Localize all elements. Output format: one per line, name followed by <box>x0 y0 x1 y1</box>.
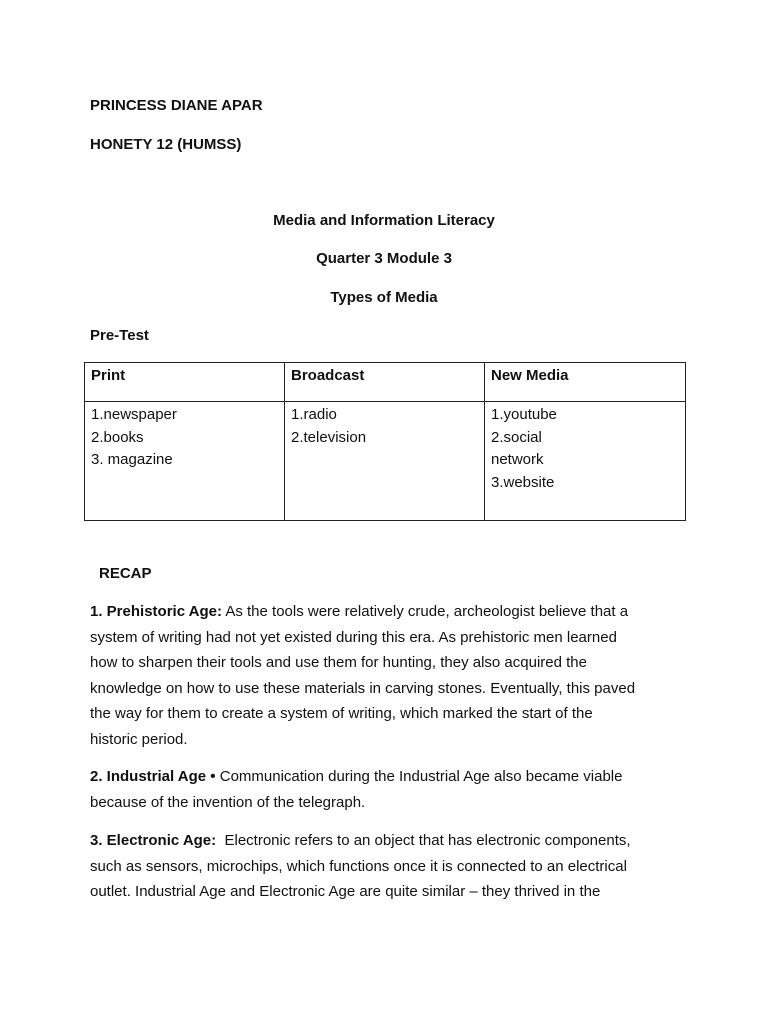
recap-term: 1. Prehistoric Age <box>90 603 217 620</box>
recap-term: 3. Electronic Age: <box>90 832 217 849</box>
recap-text-line: historic period. <box>90 730 188 748</box>
recap-text-line: how to sharpen their tools and use them for hunting, they also acquired the <box>90 654 587 671</box>
module-title: Quarter 3 Module 3 <box>316 250 452 267</box>
broadcast-cell <box>285 402 485 521</box>
recap-term-separator: : <box>217 603 222 620</box>
student-name: PRINCESS DIANE APAR <box>90 97 263 114</box>
topic-title: Types of Media <box>330 289 438 306</box>
broadcast-item: 2.television <box>291 428 367 446</box>
recap-paragraph <box>90 599 670 752</box>
recap-paragraph <box>90 828 670 905</box>
recap-text-line: Communication during the Industrial Age also became viable <box>215 768 623 785</box>
table-header-row <box>85 363 686 402</box>
pretest-label: Pre-Test <box>90 327 149 344</box>
column-header-print: Print <box>85 363 285 402</box>
recap-item-prehistoric <box>90 599 670 752</box>
print-item: 1.newspaper <box>91 406 177 423</box>
recap-paragraph <box>90 764 670 815</box>
recap-text-line: outlet. Industrial Age and Electronic Age are quite similar – they thrived in the <box>90 883 601 900</box>
recap-text-line: knowledge on how to use these materials in carving stones. Eventually, this paved <box>90 679 636 697</box>
recap-item-industrial <box>90 764 670 815</box>
recap-item-electronic <box>90 828 670 905</box>
subject-title: Media and Information Literacy <box>273 212 495 229</box>
column-header-broadcast: Broadcast <box>285 363 485 402</box>
new-media-item: 2.social <box>491 428 542 446</box>
recap-text-line: Electronic refers to an object that has electronic components, <box>216 832 631 849</box>
recap-text-line: because of the invention of the telegraph. <box>90 793 366 811</box>
print-item: 2.books <box>91 428 144 446</box>
column-header-new-media: New Media <box>485 363 686 402</box>
pretest-table <box>84 362 686 521</box>
new-media-item: 3.website <box>491 473 555 491</box>
recap-heading: RECAP <box>99 565 152 582</box>
table-row <box>85 402 686 521</box>
recap-text-line: system of writing had not yet existed during this era. As prehistoric men learned <box>90 628 617 646</box>
print-cell <box>85 402 285 521</box>
student-section: HONETY 12 (HUMSS) <box>90 136 242 153</box>
broadcast-item: 1.radio <box>291 406 337 423</box>
print-item: 3. magazine <box>91 451 173 468</box>
new-media-item: network <box>491 451 544 468</box>
new-media-cell <box>485 402 686 521</box>
recap-text-line: As the tools were relatively crude, archeologist believe that a <box>222 603 629 620</box>
recap-text-line: such as sensors, microchips, which functions once it is connected to an electrical <box>90 857 627 875</box>
recap-text-line: the way for them to create a system of writing, which marked the start of the <box>90 705 593 722</box>
recap-term: 2. Industrial Age • <box>90 768 216 785</box>
new-media-item: 1.youtube <box>491 406 557 423</box>
